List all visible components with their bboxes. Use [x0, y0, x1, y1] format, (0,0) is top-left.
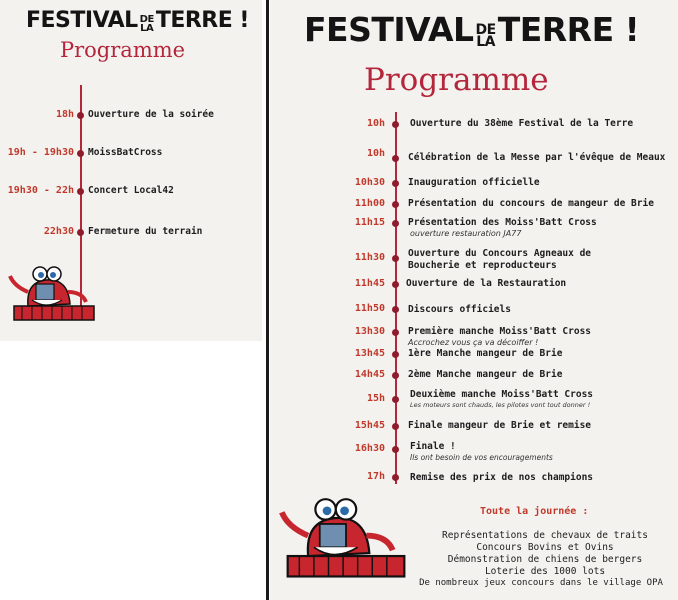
- title-de-la: [140, 16, 154, 33]
- day-event: Ouverture du Concours Agneaux de: [408, 248, 592, 259]
- all-day-item: Concours Bovins et Ovins: [476, 542, 614, 553]
- title-de-la: [475, 22, 496, 51]
- day-event-note: Accrochez vous ça va décoiffer !: [408, 338, 539, 347]
- day-event: 2ème Manche mangeur de Brie: [408, 369, 563, 380]
- all-day-item: Loterie des 1000 lots: [484, 566, 606, 577]
- all-day-item: Démonstration de chiens de bergers: [447, 554, 643, 565]
- timeline-dot: [392, 121, 399, 128]
- timeline-dot: [392, 306, 399, 313]
- day-event: Finale !: [410, 441, 456, 452]
- timeline-dot: [392, 220, 399, 227]
- timeline-dot: [392, 329, 399, 336]
- day-time: 11h00: [354, 198, 385, 209]
- timeline-dot: [392, 281, 399, 288]
- day-event: Présentation du concours de mangeur de Brie: [408, 198, 654, 209]
- evening-program-panel: [0, 0, 262, 341]
- day-time: 14h45: [354, 369, 385, 380]
- day-time: 15h: [366, 393, 385, 404]
- day-event: Finale mangeur de Brie et remise: [408, 420, 592, 431]
- day-event: Ouverture du 38ème Festival de la Terre: [410, 118, 634, 129]
- title-word-terre: TERRE !: [497, 10, 640, 49]
- title-word-terre: TERRE !: [155, 8, 249, 33]
- title-word-festival: FESTIVAL: [26, 8, 138, 33]
- combine-harvester-mascot-icon: [276, 490, 416, 590]
- evening-time: 19h - 19h30: [7, 147, 74, 158]
- day-event-note: Ils ont besoin de vos encouragements: [410, 453, 553, 462]
- day-time: 10h30: [354, 177, 385, 188]
- timeline-dot: [77, 229, 84, 236]
- festival-title: [304, 10, 639, 49]
- programme-subtitle: Programme: [364, 62, 549, 98]
- timeline-dot: [392, 446, 399, 453]
- timeline-dot: [392, 372, 399, 379]
- day-event: 1ère Manche mangeur de Brie: [408, 348, 563, 359]
- day-event: Inauguration officielle: [408, 177, 540, 188]
- timeline-dot: [77, 188, 84, 195]
- day-event-line2: Boucherie et reproducteurs: [408, 260, 557, 271]
- title-word-festival: FESTIVAL: [304, 10, 474, 49]
- evening-time: 18h: [55, 109, 74, 120]
- evening-time: 22h30: [43, 226, 74, 237]
- day-event-note: ouverture restauration JA77: [410, 229, 522, 238]
- day-event: Remise des prix de nos champions: [410, 472, 594, 483]
- day-event: Deuxième manche Moiss'Batt Cross: [410, 389, 594, 400]
- all-day-item: Représentations de chevaux de traits: [442, 530, 648, 541]
- day-time: 16h30: [354, 443, 385, 454]
- title-la: LA: [140, 22, 154, 34]
- timeline-dot: [392, 155, 399, 162]
- day-time: 11h15: [354, 217, 385, 228]
- timeline-dot: [392, 396, 399, 403]
- festival-title: [26, 8, 249, 33]
- timeline-dot: [392, 474, 399, 481]
- day-event: Discours officiels: [408, 304, 511, 315]
- panel-divider: [266, 0, 269, 600]
- evening-event: Ouverture de la soirée: [88, 109, 214, 120]
- day-event: Célébration de la Messe par l'évêque de Meaux: [408, 152, 666, 163]
- timeline-dot: [392, 201, 399, 208]
- day-event: Ouverture de la Restauration: [406, 278, 567, 289]
- day-time: 13h30: [354, 326, 385, 337]
- day-event: Première manche Moiss'Batt Cross: [408, 326, 592, 337]
- day-time: 10h: [366, 148, 385, 159]
- timeline-dot: [392, 423, 399, 430]
- timeline-dot: [77, 150, 84, 157]
- timeline-dot: [392, 255, 399, 262]
- day-event: Présentation des Moiss'Batt Cross: [408, 217, 597, 228]
- timeline-dot: [77, 112, 84, 119]
- day-time: 11h30: [354, 252, 385, 263]
- timeline-dot: [392, 180, 399, 187]
- evening-time: 19h30 - 22h: [7, 185, 74, 196]
- timeline-dot: [392, 351, 399, 358]
- day-program-panel: [270, 0, 678, 600]
- day-time: 11h50: [354, 303, 385, 314]
- title-de: DE: [139, 14, 154, 25]
- programme-subtitle: Programme: [60, 38, 186, 62]
- title-la: LA: [476, 34, 495, 51]
- evening-event: Concert Local42: [88, 185, 174, 196]
- day-time: 17h: [366, 471, 385, 482]
- all-day-item: De nombreux jeux concours dans le village OPA: [419, 578, 663, 588]
- title-de: DE: [475, 22, 496, 39]
- all-day-title: Toute la journée :: [480, 506, 589, 517]
- day-time: 15h45: [354, 420, 385, 431]
- evening-event: Fermeture du terrain: [88, 226, 203, 237]
- evening-event: MoissBatCross: [88, 147, 163, 158]
- day-event-note: Les moteurs sont chauds, les pilotes vont tout donner !: [410, 401, 591, 409]
- day-time: 11h45: [354, 278, 385, 289]
- combine-harvester-mascot-icon: [6, 262, 102, 328]
- day-time: 10h: [366, 118, 385, 129]
- day-time: 13h45: [354, 348, 385, 359]
